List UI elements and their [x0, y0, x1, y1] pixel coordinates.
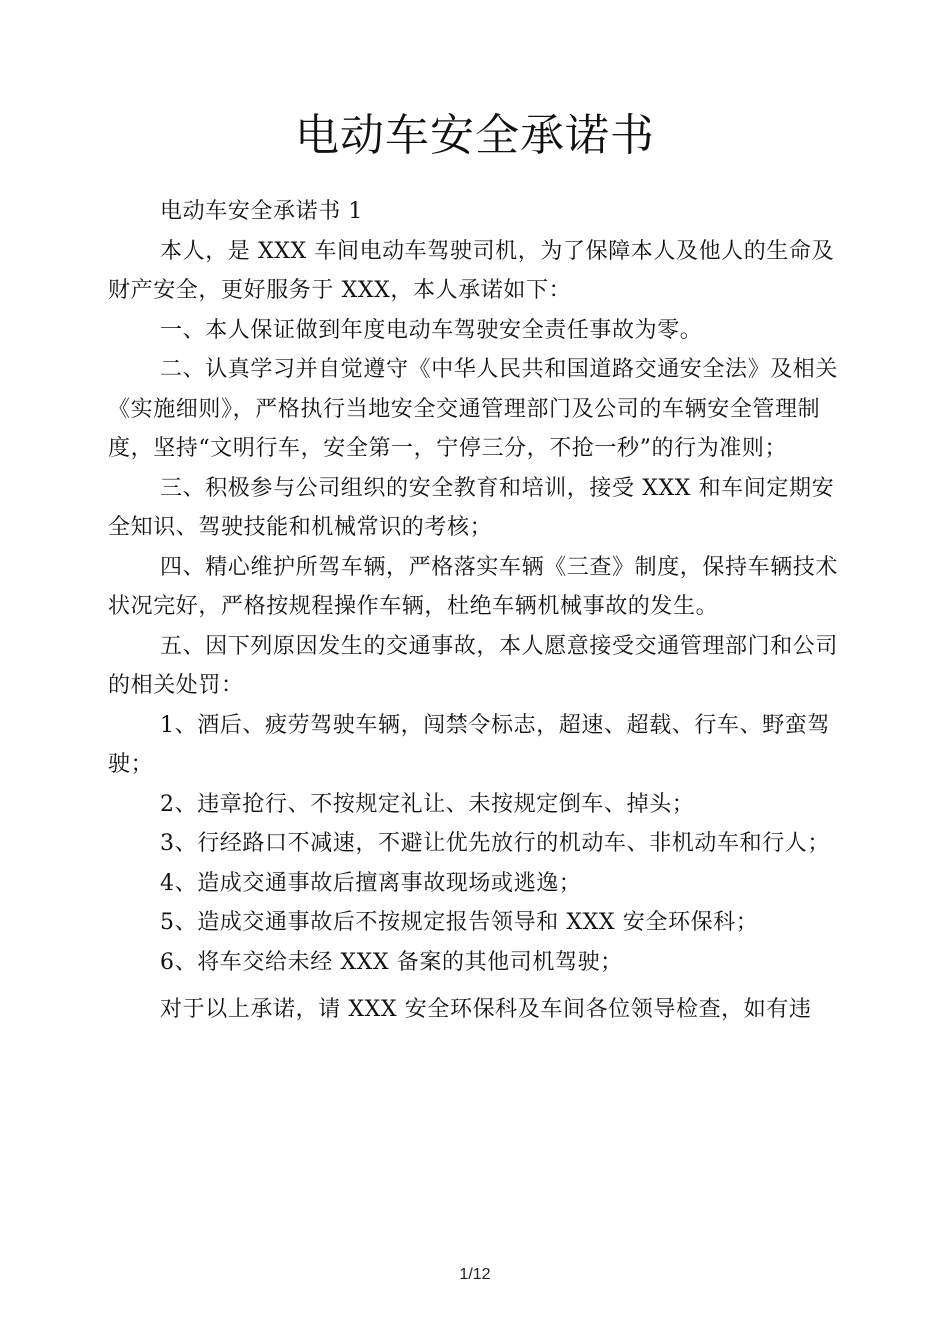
intro-paragraph: 本人，是 XXX 车间电动车驾驶司机，为了保障本人及他人的生命及财产安全，更好服务于 XXX，本人承诺如下： [108, 238, 835, 303]
document-title: 电动车安全承诺书 [295, 110, 655, 161]
commitment-item-3: 三、积极参与公司组织的安全教育和培训，接受 XXX 和车间定期安全知识、驾驶技能和机械常识的考核； [108, 475, 835, 540]
penalty-item-5: 5、造成交通事故后不按规定报告领导和 XXX 安全环保科； [160, 910, 759, 935]
document-body [108, 192, 844, 1030]
commitment-item-2: 二、认真学习并自觉遵守《中华人民共和国道路交通安全法》及相关《实施细则》，严格执行当地安全交通管理部门及公司的车辆安全管理制度，坚持“文明行车，安全第一，宁停三分，不抢一秒”的行为准则； [108, 357, 839, 461]
commitment-item-5: 五、因下列原因发生的交通事故，本人愿意接受交通管理部门和公司的相关处罚： [108, 633, 839, 698]
penalty-item-6: 6、将车交给未经 XXX 备案的其他司机驾驶； [160, 949, 623, 975]
penalty-item-4: 4、造成交通事故后擅离事故现场或逃逸； [160, 870, 582, 896]
commitment-item-4: 四、精心维护所驾车辆，严格落实车辆《三查》制度，保持车辆技术状况完好，严格按规程操作车辆，杜绝车辆机械事故的发生。 [108, 554, 839, 619]
commitment-item-1: 一、本人保证做到年度电动车驾驶安全责任事故为零。 [160, 317, 703, 343]
penalty-item-1: 1、酒后、疲劳驾驶车辆，闯禁令标志，超速、超载、行车、野蛮驾驶； [108, 712, 830, 777]
closing-paragraph: 对于以上承诺，请 XXX 安全环保科及车间各位领导检查，如有违 [160, 997, 812, 1022]
penalty-item-3: 3、行经路口不减速，不避让优先放行的机动车、非机动车和行人； [160, 831, 830, 856]
page-number: 1/12 [459, 1266, 491, 1283]
section-heading: 电动车安全承诺书 1 [160, 199, 363, 224]
penalty-item-2: 2、违章抢行、不按规定礼让、未按规定倒车、掉头； [160, 791, 695, 817]
